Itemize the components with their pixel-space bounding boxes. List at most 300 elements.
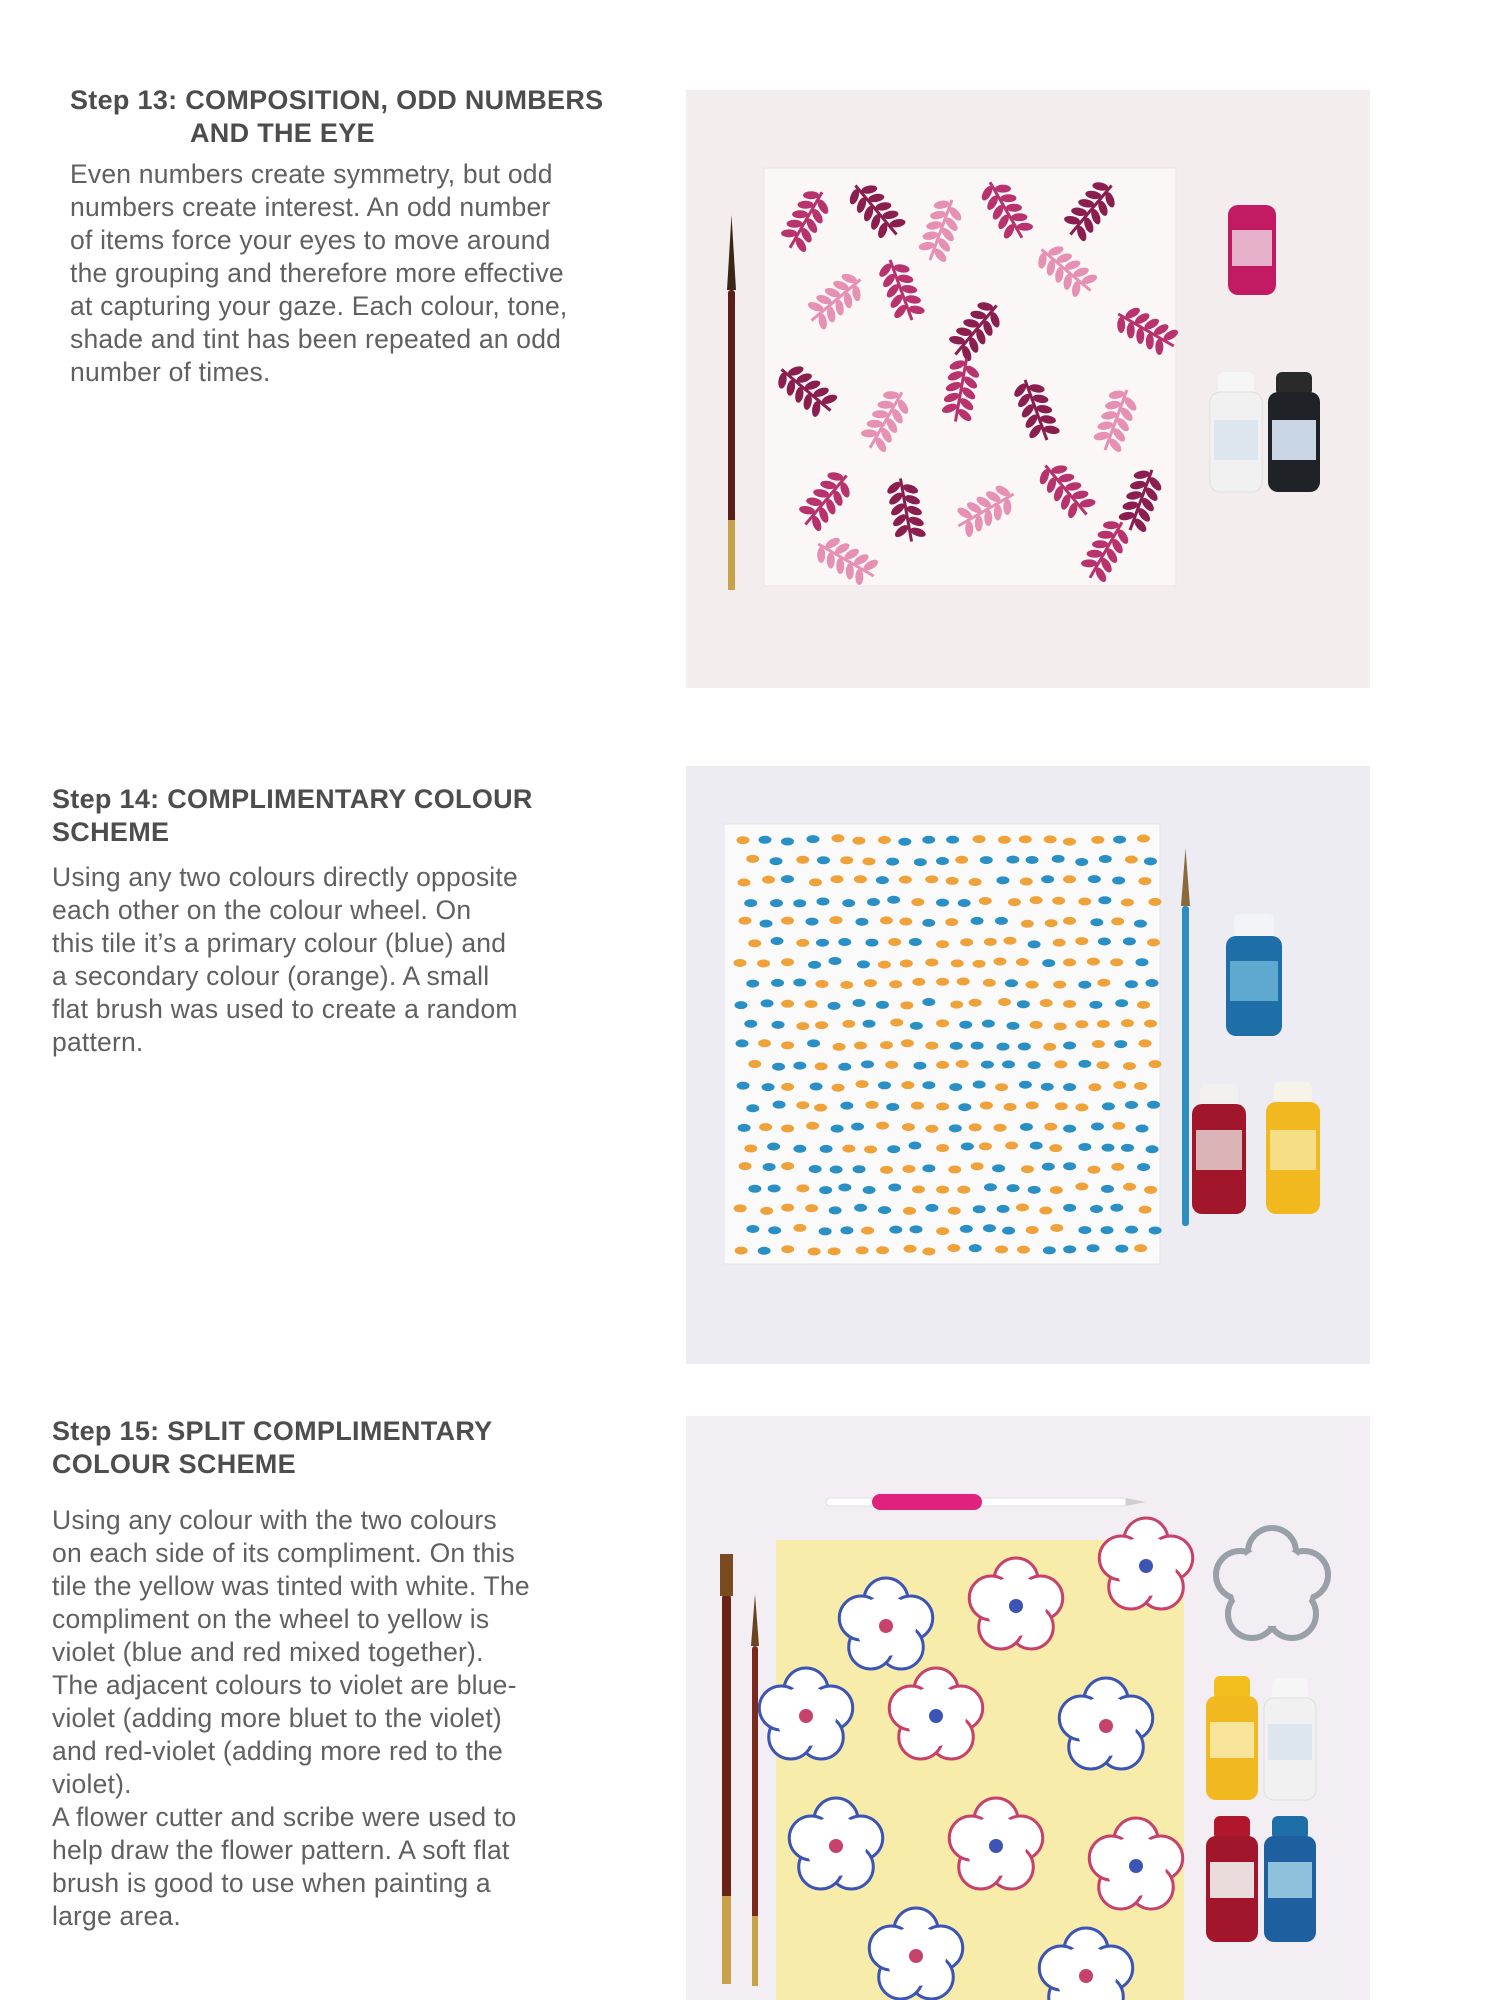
paint-dot <box>983 979 996 987</box>
paint-dot <box>1016 1203 1029 1211</box>
paint-dot <box>908 1142 921 1150</box>
paint-dot <box>912 978 925 986</box>
paint-dot <box>912 1185 925 1193</box>
paint-dot <box>829 916 842 924</box>
paint-dot <box>1063 1204 1076 1212</box>
paint-dot <box>948 1207 961 1215</box>
paint-dot <box>796 1101 809 1109</box>
paint-dot <box>838 938 851 946</box>
paint-dot <box>855 918 868 926</box>
paint-dot <box>738 1124 751 1132</box>
paint-dot <box>1090 1205 1103 1213</box>
paint-dot <box>781 917 794 925</box>
paint-dot <box>833 1043 846 1051</box>
paint-dot <box>899 876 912 884</box>
blue-paint-bottle <box>1226 914 1282 1036</box>
paint-dot <box>969 999 982 1007</box>
paint-dot <box>1026 1101 1039 1109</box>
paint-dot <box>734 1204 747 1212</box>
paint-dot <box>890 1019 903 1027</box>
paint-dot <box>1139 1206 1152 1214</box>
paint-dot <box>958 899 971 907</box>
paint-dot <box>925 1125 938 1133</box>
paint-dot <box>865 939 878 947</box>
brush-icon <box>751 1594 759 1986</box>
paint-dot <box>735 1001 748 1009</box>
paint-dot <box>781 1124 794 1132</box>
step-15-body <box>52 1504 530 1933</box>
paint-dot <box>914 858 927 866</box>
paint-dot <box>909 1225 922 1233</box>
paint-dot <box>878 1206 891 1214</box>
paint-dot <box>1144 1186 1157 1194</box>
paint-dot <box>1114 1040 1127 1048</box>
paint-dot <box>936 1186 949 1194</box>
paint-dot <box>998 836 1011 844</box>
yellow-paint-bottle <box>1266 1082 1320 1214</box>
paint-dot <box>768 1184 781 1192</box>
paint-dot <box>851 1123 864 1131</box>
paint-dot <box>746 1225 759 1233</box>
paint-dot <box>911 1102 924 1110</box>
paint-dot <box>838 1183 851 1191</box>
paint-dot <box>1020 1123 1033 1131</box>
paint-dot <box>1099 855 1112 863</box>
paint-dot <box>806 918 819 926</box>
paint-dot <box>1063 1042 1076 1050</box>
paint-dot <box>763 1163 776 1171</box>
paint-dot <box>1050 1224 1063 1232</box>
paint-dot <box>936 1144 949 1152</box>
paint-dot <box>1100 1226 1113 1234</box>
paint-dot <box>819 1186 832 1194</box>
step-13-photo <box>686 90 1370 688</box>
paint-dot <box>1121 1144 1134 1152</box>
paint-dot <box>1017 1246 1030 1254</box>
body-line: flat brush was used to create a random <box>52 994 518 1024</box>
paint-dot <box>758 1039 771 1047</box>
paint-dot <box>867 898 880 906</box>
paint-dot <box>1026 856 1039 864</box>
paint-dot <box>1137 835 1150 843</box>
paint-dot <box>936 1227 949 1235</box>
paint-dot <box>982 1020 995 1028</box>
paint-dot <box>1063 958 1076 966</box>
paint-dot <box>995 917 1008 925</box>
paint-dot <box>1135 958 1148 966</box>
paint-dot <box>796 1022 809 1030</box>
paint-dot <box>950 1042 963 1050</box>
paint-dot <box>814 1104 827 1112</box>
paint-dot <box>1005 1142 1018 1150</box>
paint-dot <box>746 1104 759 1112</box>
paint-dot <box>1139 1039 1152 1047</box>
paint-dot <box>759 1123 772 1131</box>
paint-dot <box>984 938 997 946</box>
paint-dot <box>1087 958 1100 966</box>
paint-dot <box>852 837 865 845</box>
paint-dot <box>1125 1226 1138 1234</box>
body-line: violet). <box>52 1769 132 1799</box>
brush-icon <box>720 1554 733 1984</box>
body-line: this tile it’s a primary colour (blue) and <box>52 928 507 958</box>
magenta-paint-bottle <box>1228 182 1276 295</box>
paint-dot <box>1101 1185 1114 1193</box>
paint-dot <box>1002 1060 1015 1068</box>
paint-dot <box>958 1103 971 1111</box>
body-line: the grouping and therefore more effective <box>70 258 564 288</box>
dot-tile-illustration <box>686 766 1370 1364</box>
step-14-body <box>52 861 518 1059</box>
paint-dot <box>760 920 773 928</box>
paint-dot <box>957 1186 970 1194</box>
paint-dot <box>857 960 870 968</box>
paint-dot <box>830 1166 843 1174</box>
paint-dot <box>796 939 809 947</box>
paint-dot <box>1123 1062 1136 1070</box>
paint-dot <box>901 1081 914 1089</box>
paint-dot <box>901 1039 914 1047</box>
step-15-heading-line-1: Step 15: SPLIT COMPLIMENTARY <box>52 1416 493 1446</box>
paint-dot <box>805 1000 818 1008</box>
paint-dot <box>1113 1081 1126 1089</box>
paint-dot <box>1021 920 1034 928</box>
paint-dot <box>768 1226 781 1234</box>
body-line: number of times. <box>70 357 271 387</box>
paint-dot <box>1078 1226 1091 1234</box>
paint-dot <box>853 1165 866 1173</box>
paint-dot <box>1111 1163 1124 1171</box>
paint-dot <box>748 1060 761 1068</box>
paint-dot <box>900 959 913 967</box>
paint-dot <box>1007 1184 1020 1192</box>
paint-dot <box>736 836 749 844</box>
white-paint-bottle <box>1210 372 1262 492</box>
body-line: help draw the flower pattern. A soft flat <box>52 1835 510 1865</box>
paint-dot <box>1089 1001 1102 1009</box>
paint-dot <box>1101 1144 1114 1152</box>
paint-dot <box>793 979 806 987</box>
paint-dot <box>828 1247 841 1255</box>
paint-dot <box>1110 958 1123 966</box>
paint-dot <box>1097 979 1110 987</box>
paint-dot <box>887 1145 900 1153</box>
brush-icon <box>1181 848 1190 1226</box>
paint-dot <box>922 919 935 927</box>
paint-dot <box>781 1162 794 1170</box>
paint-dot <box>781 875 794 883</box>
paint-dot <box>838 1063 851 1071</box>
body-line: pattern. <box>52 1027 144 1057</box>
paint-dot <box>832 1084 845 1092</box>
paint-dot <box>910 1022 923 1030</box>
paint-dot <box>898 838 911 846</box>
paint-dot <box>1053 939 1066 947</box>
paint-dot <box>781 1204 794 1212</box>
paint-dot <box>1078 1143 1091 1151</box>
step-14-heading-line-2: SCHEME <box>52 817 170 847</box>
body-line: numbers create interest. An odd number <box>70 192 551 222</box>
paint-dot <box>1075 858 1088 866</box>
paint-dot <box>1063 1162 1076 1170</box>
paint-dot <box>1039 1207 1052 1215</box>
paint-dot <box>793 1062 806 1070</box>
paint-dot <box>781 1041 794 1049</box>
paint-dot <box>1026 1226 1039 1234</box>
paint-dot <box>1063 838 1076 846</box>
paint-dot <box>1030 896 1043 904</box>
paint-dot <box>949 1083 962 1091</box>
paint-dot <box>1020 878 1033 886</box>
paint-dot <box>969 1244 982 1252</box>
paint-dot <box>1002 1227 1015 1235</box>
paint-dot <box>1028 1186 1041 1194</box>
paint-dot <box>1016 958 1029 966</box>
paint-dot <box>936 857 949 865</box>
paint-dot <box>772 1021 785 1029</box>
paint-dot <box>1111 917 1124 925</box>
paint-dot <box>973 1205 986 1213</box>
paint-dot <box>830 875 843 883</box>
paint-dot <box>761 999 774 1007</box>
blue-paint-bottle <box>1264 1816 1316 1942</box>
paint-dot <box>744 1020 757 1028</box>
paint-dot <box>950 1001 963 1009</box>
paint-dot <box>856 1246 869 1254</box>
paint-dot <box>903 1245 916 1253</box>
paint-dot <box>971 917 984 925</box>
red-paint-bottle <box>1192 1084 1246 1214</box>
flower-tile-illustration <box>686 1416 1370 2000</box>
paint-dot <box>757 959 770 967</box>
body-line: of items force your eyes to move around <box>70 225 551 255</box>
body-line: Using any two colours directly opposite <box>52 862 518 892</box>
paint-dot <box>861 1227 874 1235</box>
red-paint-bottle <box>1206 1816 1258 1942</box>
paint-dot <box>1136 1125 1149 1133</box>
paint-dot <box>744 1145 757 1153</box>
paint-dot <box>840 1226 853 1234</box>
paint-dot <box>889 980 902 988</box>
paint-dot <box>997 1205 1010 1213</box>
paint-dot <box>1090 918 1103 926</box>
paint-dot <box>770 899 783 907</box>
paint-dot <box>862 857 875 865</box>
paint-dot <box>781 838 794 846</box>
paint-dot <box>771 937 784 945</box>
paint-dot <box>738 917 751 925</box>
scribe-tool-icon <box>826 1494 1146 1510</box>
paint-dot <box>748 939 761 947</box>
paint-dot <box>861 1060 874 1068</box>
paint-dot <box>925 1042 938 1050</box>
flower-cutter-icon <box>1216 1528 1328 1638</box>
paint-dot <box>805 1204 818 1212</box>
paint-dot <box>1123 1183 1136 1191</box>
paint-dot <box>1138 877 1151 885</box>
paint-dot <box>979 897 992 905</box>
body-line: each other on the colour wheel. On <box>52 895 472 925</box>
paint-dot <box>922 1081 935 1089</box>
paint-dot <box>781 1083 794 1091</box>
paint-dot <box>796 1184 809 1192</box>
body-line: on each side of its compliment. On this <box>52 1538 515 1568</box>
paint-dot <box>1078 898 1091 906</box>
paint-dot <box>903 1207 916 1215</box>
paint-dot <box>1112 1122 1125 1130</box>
body-line: violet (blue and red mixed together). <box>52 1637 484 1667</box>
paint-dot <box>899 918 912 926</box>
paint-dot <box>996 876 1009 884</box>
paint-dot <box>960 1225 973 1233</box>
paint-dot <box>971 1042 984 1050</box>
paint-dot <box>1006 856 1019 864</box>
paint-dot <box>1075 1103 1088 1111</box>
paint-dot <box>1049 1144 1062 1152</box>
paint-dot <box>842 1020 855 1028</box>
step-15-heading-line-2: COLOUR SCHEME <box>52 1449 296 1479</box>
paint-dot <box>746 855 759 863</box>
paint-dot <box>936 940 949 948</box>
paint-dot <box>922 998 935 1006</box>
paint-dot <box>758 1247 771 1255</box>
paint-dot <box>746 980 759 988</box>
paint-dot <box>1041 1083 1054 1091</box>
paint-dot <box>1004 1103 1017 1111</box>
paint-dot <box>922 1164 935 1172</box>
paint-dot <box>947 1244 960 1252</box>
paint-dot <box>925 875 938 883</box>
paint-dot <box>995 1245 1008 1253</box>
black-paint-bottle <box>1268 372 1320 492</box>
paint-dot <box>973 960 986 968</box>
paint-dot <box>1112 877 1125 885</box>
paint-dot <box>980 856 993 864</box>
paint-dot <box>1042 959 1055 967</box>
paint-dot <box>1091 836 1104 844</box>
paint-dot <box>1078 981 1091 989</box>
paint-dot <box>909 938 922 946</box>
paint-dot <box>842 1145 855 1153</box>
paint-dot <box>810 1083 823 1091</box>
paint-dot <box>1026 981 1039 989</box>
paint-dot <box>772 1063 785 1071</box>
paint-dot <box>739 1162 752 1170</box>
paint-dot <box>992 1164 1005 1172</box>
paint-dot <box>973 1081 986 1089</box>
paint-dot <box>1144 1020 1157 1028</box>
paint-dot <box>1149 1226 1162 1234</box>
paint-dot <box>980 1101 993 1109</box>
paint-dot <box>959 1021 972 1029</box>
paint-dot <box>984 1183 997 1191</box>
paint-dot <box>876 1001 889 1009</box>
paint-dot <box>945 918 958 926</box>
paint-dot <box>1044 1123 1057 1131</box>
paint-dot <box>993 957 1006 965</box>
paint-dot <box>936 1102 949 1110</box>
paint-dot <box>946 836 959 844</box>
step-15-photo <box>686 1416 1370 2000</box>
paint-dot <box>864 1145 877 1153</box>
paint-dot <box>735 1247 748 1255</box>
paint-dot <box>736 1039 749 1047</box>
paint-dot <box>885 1061 898 1069</box>
paint-dot <box>1086 1244 1099 1252</box>
paint-dot <box>1149 1060 1162 1068</box>
paint-dot <box>1063 1125 1076 1133</box>
paint-dot <box>902 1165 915 1173</box>
paint-dot <box>781 1000 794 1008</box>
paint-dot <box>760 1207 773 1215</box>
paint-dot <box>863 1186 876 1194</box>
painted-flower <box>1099 1518 1192 1609</box>
paint-dot <box>793 1145 806 1153</box>
paint-dot <box>902 1123 915 1131</box>
paint-dot <box>1041 875 1054 883</box>
step-13-heading-line-1: Step 13: COMPOSITION, ODD NUMBERS <box>70 85 604 115</box>
paint-dot <box>806 1122 819 1130</box>
paint-dot <box>1134 1082 1147 1090</box>
paint-dot <box>955 856 968 864</box>
paint-dot <box>1030 1142 1043 1150</box>
paint-dot <box>854 1204 867 1212</box>
paint-dot <box>936 1019 949 1027</box>
paint-dot <box>1008 898 1021 906</box>
paint-dot <box>1050 1186 1063 1194</box>
paint-dot <box>948 1166 961 1174</box>
paint-dot <box>983 1224 996 1232</box>
paint-dot <box>748 1185 761 1193</box>
paint-dot <box>1121 1019 1134 1027</box>
paint-dot <box>1018 1042 1031 1050</box>
paint-dot <box>1144 857 1157 865</box>
paint-dot <box>1019 835 1032 843</box>
paint-dot <box>1075 1183 1088 1191</box>
paint-dot <box>1052 897 1065 905</box>
paint-dot <box>793 1224 806 1232</box>
paint-dot <box>1088 875 1101 883</box>
paint-dot <box>1125 856 1138 864</box>
step-14-heading <box>52 783 533 849</box>
paint-dot <box>771 979 784 987</box>
paint-dot <box>878 961 891 969</box>
step-14-photo <box>686 766 1370 1364</box>
paint-dot <box>876 876 889 884</box>
paint-dot <box>1121 898 1134 906</box>
paint-dot <box>936 1061 949 1069</box>
paint-dot <box>737 1082 750 1090</box>
paint-dot <box>936 978 949 986</box>
paint-dot <box>809 1165 822 1173</box>
paint-dot <box>1045 919 1058 927</box>
paint-dot <box>956 1060 969 1068</box>
paint-dot <box>1091 1123 1104 1131</box>
paint-dot <box>886 1103 899 1111</box>
paint-dot <box>737 878 750 886</box>
paint-dot <box>831 1125 844 1133</box>
paint-dot <box>1040 999 1053 1007</box>
paint-dot <box>1055 1102 1068 1110</box>
paint-dot <box>1134 920 1147 928</box>
body-line: Even numbers create symmetry, but odd <box>70 159 553 189</box>
paint-dot <box>842 899 855 907</box>
paint-dot <box>1003 937 1016 945</box>
paint-dot <box>961 1142 974 1150</box>
paint-dot <box>773 1101 786 1109</box>
paint-dot <box>769 857 782 865</box>
paint-dot <box>864 979 877 987</box>
